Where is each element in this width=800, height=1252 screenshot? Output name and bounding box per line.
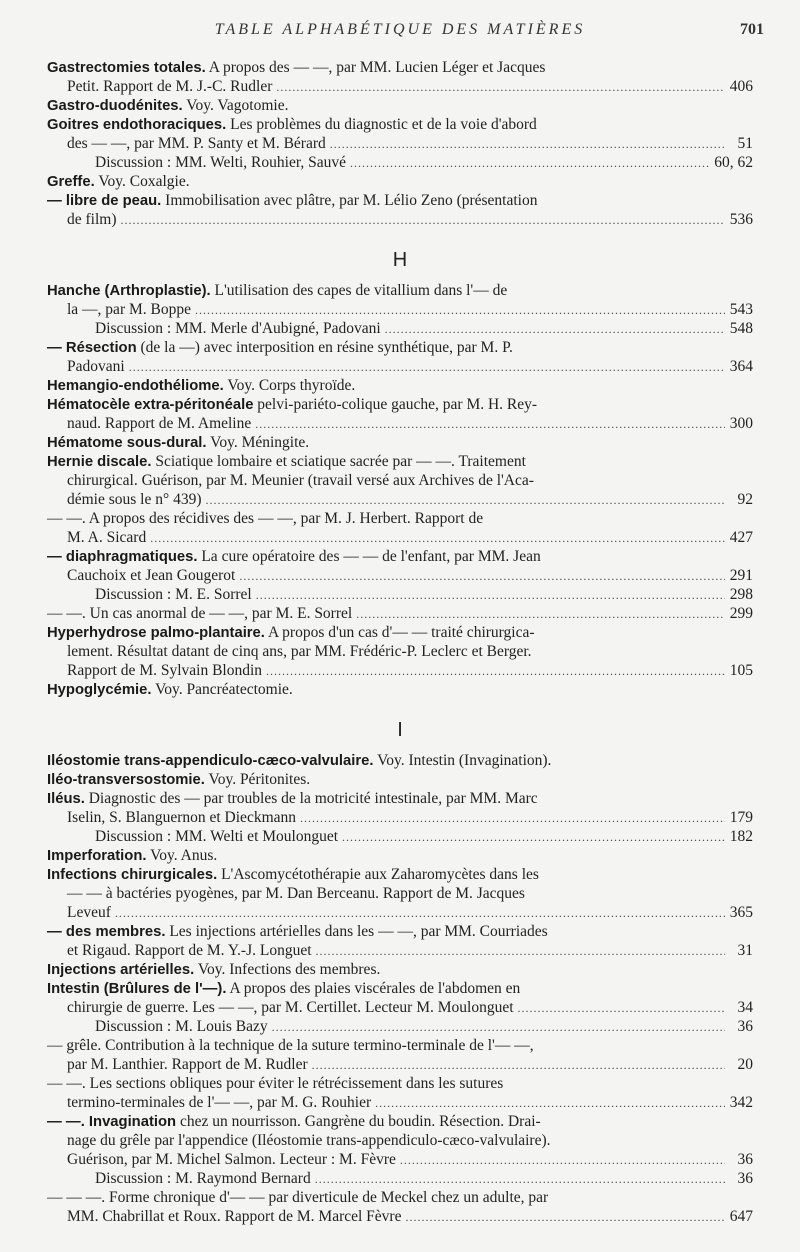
entry-text bbox=[47, 790, 538, 807]
entry-line bbox=[47, 338, 753, 357]
entry-page-ref: 20 bbox=[737, 1056, 753, 1073]
entry-body: Voy. Pancréatectomie. bbox=[155, 681, 293, 698]
entry-line bbox=[47, 153, 753, 172]
entry-body: L'utilisation des capes de vitallium dans l'— de bbox=[214, 282, 508, 299]
entry-heading: Imperforation. bbox=[47, 848, 147, 864]
entry-heading: — diaphragmatiques. bbox=[47, 549, 198, 565]
index-entry bbox=[47, 509, 753, 547]
entry-body: et Rigaud. Rapport de M. Y.-J. Longuet bbox=[67, 942, 312, 959]
entry-body: M. A. Sicard bbox=[67, 529, 147, 546]
entry-line bbox=[47, 58, 753, 77]
entry-line bbox=[47, 471, 753, 490]
dot-leader bbox=[195, 301, 725, 319]
dot-leader bbox=[266, 662, 725, 680]
entry-text bbox=[47, 866, 539, 883]
entry-line bbox=[47, 808, 753, 827]
entry-body: Discussion : M. E. Sorrel bbox=[95, 586, 252, 603]
entry-body: — — —. Forme chronique d'— — par diverticule de Meckel chez un adulte, par bbox=[47, 1189, 549, 1206]
entry-body: Leveuf bbox=[67, 904, 111, 921]
dot-leader bbox=[315, 1170, 725, 1188]
index-entry bbox=[47, 604, 753, 623]
index-entry bbox=[47, 1112, 753, 1188]
dot-leader bbox=[518, 999, 725, 1017]
entry-page-ref: 105 bbox=[729, 662, 753, 679]
entry-text bbox=[95, 827, 338, 846]
entry-line bbox=[47, 452, 753, 471]
dot-leader bbox=[356, 605, 725, 623]
entry-line bbox=[47, 172, 753, 191]
entry-line bbox=[47, 1207, 753, 1226]
entry-body: Sciatique lombaire et sciatique sacrée par — —. Traitement bbox=[155, 453, 526, 470]
entry-text bbox=[67, 210, 117, 229]
entry-text bbox=[47, 1113, 541, 1130]
entry-line bbox=[47, 566, 753, 585]
entry-body: — — à bactéries pyogènes, par M. Dan Berceanu. Rapport de M. Jacques bbox=[67, 885, 525, 902]
entry-line bbox=[47, 642, 753, 661]
entry-body: Discussion : M. Louis Bazy bbox=[95, 1018, 268, 1035]
entry-text bbox=[47, 847, 217, 864]
entry-line bbox=[47, 1112, 753, 1131]
entry-body: pelvi-pariéto-colique gauche, par M. H. Rey- bbox=[257, 396, 538, 413]
entry-text bbox=[67, 566, 235, 585]
entry-heading: Iléus. bbox=[47, 791, 85, 807]
entry-line bbox=[47, 604, 753, 623]
index-entry bbox=[47, 547, 753, 604]
entry-line bbox=[47, 376, 753, 395]
index-entry bbox=[47, 846, 753, 865]
entry-line bbox=[47, 1150, 753, 1169]
entry-heading: Hématocèle extra-péritonéale bbox=[47, 397, 254, 413]
entry-text bbox=[47, 1189, 548, 1206]
entry-line bbox=[47, 96, 753, 115]
entry-body: Guérison, par M. Michel Salmon. Lecteur : M. Fèvre bbox=[67, 1151, 396, 1168]
dot-leader bbox=[239, 567, 725, 585]
entry-page-ref: 342 bbox=[729, 1094, 753, 1111]
entry-heading: — Résection bbox=[47, 340, 137, 356]
index-entry bbox=[47, 115, 753, 172]
entry-line bbox=[47, 1131, 753, 1150]
dot-leader bbox=[375, 1094, 725, 1112]
dot-leader bbox=[129, 358, 725, 376]
index-entry bbox=[47, 922, 753, 960]
dot-leader bbox=[272, 1018, 725, 1036]
entry-page-ref: 291 bbox=[729, 567, 753, 584]
entry-line bbox=[47, 1093, 753, 1112]
entry-body: lement. Résultat datant de cinq ans, par MM. Frédéric-P. Leclerc et Berger. bbox=[67, 643, 532, 660]
entry-body: nage du grêle par l'appendice (Iléostomie trans-appendiculo-cæco-valvulaire). bbox=[67, 1132, 551, 1149]
dot-leader bbox=[276, 78, 725, 96]
running-title: TABLE ALPHABÉTIQUE DES MATIÈRES bbox=[214, 21, 586, 38]
entry-body: (de la —) avec interposition en résine synthétique, par M. P. bbox=[140, 339, 513, 356]
entry-line bbox=[47, 941, 753, 960]
dot-leader bbox=[400, 1151, 725, 1169]
entry-line bbox=[47, 395, 753, 414]
entry-heading: Infections chirurgicales. bbox=[47, 867, 218, 883]
entry-text bbox=[47, 510, 483, 527]
entry-line bbox=[47, 1017, 753, 1036]
entry-line bbox=[47, 547, 753, 566]
entry-body: — —. Les sections obliques pour éviter le rétrécissement dans les sutures bbox=[47, 1075, 504, 1092]
entry-body: Voy. Corps thyroïde. bbox=[227, 377, 356, 394]
entry-line bbox=[47, 998, 753, 1017]
entry-text bbox=[67, 885, 525, 902]
entry-text bbox=[67, 357, 125, 376]
entry-text bbox=[47, 961, 380, 978]
entry-body: naud. Rapport de M. Ameline bbox=[67, 415, 252, 432]
entry-text bbox=[67, 903, 111, 922]
entry-body: L'Ascomycétothérapie aux Zaharomycètes dans les bbox=[221, 866, 539, 883]
entry-page-ref: 298 bbox=[729, 586, 753, 603]
entry-text bbox=[67, 414, 251, 433]
entry-heading: Iléo-transversostomie. bbox=[47, 772, 205, 788]
entry-line bbox=[47, 903, 753, 922]
entry-body: Immobilisation avec plâtre, par M. Lélio Zeno (présentation bbox=[165, 192, 538, 209]
entry-heading: Injections artérielles. bbox=[47, 962, 195, 978]
section-letter: I bbox=[397, 719, 403, 741]
dot-leader bbox=[150, 529, 725, 547]
entry-heading: — —. Invagination bbox=[47, 1114, 177, 1130]
index-entry bbox=[47, 96, 753, 115]
entry-body: démie sous le n° 439) bbox=[67, 491, 202, 508]
entry-text bbox=[67, 490, 201, 509]
entry-text bbox=[47, 624, 535, 641]
entry-page-ref: 299 bbox=[729, 605, 753, 622]
entry-body: Discussion : MM. Welti, Rouhier, Sauvé bbox=[95, 154, 347, 171]
entry-heading: Hyperhydrose palmo-plantaire. bbox=[47, 625, 265, 641]
dot-leader bbox=[300, 809, 725, 827]
entry-text bbox=[67, 941, 312, 960]
entry-text bbox=[47, 681, 293, 698]
entry-text bbox=[47, 396, 537, 413]
entry-heading: Iléostomie trans-appendiculo-cæco-valvulaire. bbox=[47, 753, 374, 769]
entry-line bbox=[47, 490, 753, 509]
dot-leader bbox=[342, 828, 725, 846]
entry-text bbox=[67, 1150, 396, 1169]
index-entry bbox=[47, 770, 753, 789]
entry-text bbox=[67, 1093, 371, 1112]
entry-page-ref: 34 bbox=[737, 999, 753, 1016]
entry-line bbox=[47, 300, 753, 319]
index-entry bbox=[47, 191, 753, 229]
entry-body: Rapport de M. Sylvain Blondin bbox=[67, 662, 263, 679]
entry-page-ref: 543 bbox=[729, 301, 753, 318]
entry-body: Discussion : M. Raymond Bernard bbox=[95, 1170, 311, 1187]
entry-text bbox=[47, 116, 537, 133]
entry-body: MM. Chabrillat et Roux. Rapport de M. Marcel Fèvre bbox=[67, 1208, 402, 1225]
entry-line bbox=[47, 751, 753, 770]
entry-page-ref: 300 bbox=[729, 415, 753, 432]
entry-body: A propos des — —, par MM. Lucien Léger et Jacques bbox=[208, 59, 546, 76]
entry-page-ref: 36 bbox=[737, 1170, 753, 1187]
entry-text bbox=[47, 752, 551, 769]
section-letter: H bbox=[392, 249, 408, 271]
entry-body: Discussion : MM. Merle d'Aubigné, Padovani bbox=[95, 320, 381, 337]
entry-body: Cauchoix et Jean Gougerot bbox=[67, 567, 236, 584]
entry-text bbox=[67, 643, 532, 660]
entry-line bbox=[47, 770, 753, 789]
entry-heading: Hemangio-endothéliome. bbox=[47, 378, 224, 394]
entry-line bbox=[47, 979, 753, 998]
entry-line bbox=[47, 319, 753, 338]
entry-heading: — libre de peau. bbox=[47, 193, 162, 209]
entry-body: Padovani bbox=[67, 358, 125, 375]
entry-page-ref: 536 bbox=[729, 211, 753, 228]
entry-line bbox=[47, 414, 753, 433]
entry-body: Voy. Infections des membres. bbox=[197, 961, 381, 978]
entry-line bbox=[47, 281, 753, 300]
entry-body: A propos des plaies viscérales de l'abdomen en bbox=[229, 980, 521, 997]
dot-leader bbox=[405, 1208, 725, 1226]
dot-leader bbox=[350, 154, 710, 172]
entry-body: Voy. Coxalgie. bbox=[98, 173, 190, 190]
entry-text bbox=[67, 77, 272, 96]
entry-line bbox=[47, 827, 753, 846]
index-entry bbox=[47, 865, 753, 922]
page-number: 701 bbox=[740, 21, 764, 38]
entry-line bbox=[47, 433, 753, 452]
entry-body: — grêle. Contribution à la technique de la suture termino-terminale de l'— —, bbox=[47, 1037, 534, 1054]
index-entry bbox=[47, 623, 753, 680]
entry-text bbox=[95, 1017, 268, 1036]
entry-page-ref: 365 bbox=[729, 904, 753, 921]
entry-line bbox=[47, 1188, 753, 1207]
index-entry bbox=[47, 751, 753, 770]
entry-text bbox=[47, 1075, 503, 1092]
entry-text bbox=[47, 548, 541, 565]
entry-text bbox=[47, 97, 288, 114]
entry-heading: Gastro-duodénites. bbox=[47, 98, 183, 114]
entry-line bbox=[47, 77, 753, 96]
entry-text bbox=[67, 1055, 308, 1074]
entry-text bbox=[67, 528, 146, 547]
index-entry bbox=[47, 789, 753, 846]
entry-line bbox=[47, 210, 753, 229]
entry-text bbox=[47, 604, 352, 623]
entry-body: chez un nourrisson. Gangrène du boudin. Résection. Drai- bbox=[179, 1113, 541, 1130]
entry-text bbox=[47, 339, 513, 356]
index-entry bbox=[47, 1188, 753, 1226]
index-entry bbox=[47, 395, 753, 433]
entry-body: Iselin, S. Blanguernon et Dieckmann bbox=[67, 809, 297, 826]
entry-line bbox=[47, 191, 753, 210]
entry-body: Les injections artérielles dans les — —, par MM. Courriades bbox=[169, 923, 548, 940]
entry-heading: Hernie discale. bbox=[47, 454, 152, 470]
index-entry bbox=[47, 680, 753, 699]
entry-line bbox=[47, 1169, 753, 1188]
index-entry bbox=[47, 433, 753, 452]
entry-heading: Intestin (Brûlures de l'—). bbox=[47, 981, 227, 997]
entry-line bbox=[47, 960, 753, 979]
entry-body: La cure opératoire des — — de l'enfant, par MM. Jean bbox=[201, 548, 541, 565]
index-entry bbox=[47, 452, 753, 509]
entry-text bbox=[67, 300, 191, 319]
entry-body: — —. A propos des récidives des — —, par M. J. Herbert. Rapport de bbox=[47, 510, 484, 527]
entry-body: — —. Un cas anormal de — —, par M. E. Sorrel bbox=[47, 605, 353, 622]
entry-text bbox=[47, 1037, 534, 1054]
entry-line bbox=[47, 1036, 753, 1055]
entry-text bbox=[47, 377, 355, 394]
entry-line bbox=[47, 884, 753, 903]
entry-text bbox=[67, 808, 296, 827]
entry-text bbox=[67, 661, 262, 680]
index-entry bbox=[47, 281, 753, 338]
entry-line bbox=[47, 134, 753, 153]
entry-body: chirurgie de guerre. Les — —, par M. Certillet. Lecteur M. Moulonguet bbox=[67, 999, 514, 1016]
entry-text bbox=[47, 173, 190, 190]
entry-body: Voy. Méningite. bbox=[210, 434, 310, 451]
entry-page-ref: 364 bbox=[729, 358, 753, 375]
entry-heading: Greffe. bbox=[47, 174, 95, 190]
entry-text bbox=[67, 1207, 401, 1226]
entry-page-ref: 182 bbox=[729, 828, 753, 845]
entry-body: de film) bbox=[67, 211, 117, 228]
entry-body: Voy. Intestin (Invagination). bbox=[377, 752, 552, 769]
entry-page-ref: 647 bbox=[729, 1208, 753, 1225]
entry-heading: Gastrectomies totales. bbox=[47, 60, 206, 76]
entry-heading: Hypoglycémie. bbox=[47, 682, 152, 698]
index-entry bbox=[47, 1074, 753, 1112]
entry-text bbox=[67, 134, 326, 153]
entry-text bbox=[95, 1169, 311, 1188]
entry-heading: — des membres. bbox=[47, 924, 166, 940]
dot-leader bbox=[316, 942, 725, 960]
entry-text bbox=[47, 453, 526, 470]
entry-body: Voy. Péritonites. bbox=[208, 771, 311, 788]
entry-line bbox=[47, 115, 753, 134]
entry-line bbox=[47, 528, 753, 547]
entry-text bbox=[47, 282, 507, 299]
index-entry bbox=[47, 979, 753, 1036]
entry-body: Discussion : MM. Welti et Moulonguet bbox=[95, 828, 339, 845]
entry-line bbox=[47, 1055, 753, 1074]
entry-page-ref: 92 bbox=[737, 491, 753, 508]
index-entry bbox=[47, 338, 753, 376]
entry-page-ref: 31 bbox=[737, 942, 753, 959]
entry-page-ref: 60, 62 bbox=[714, 154, 753, 171]
entry-body: termino-terminales de l'— —, par M. G. Rouhier bbox=[67, 1094, 372, 1111]
entry-line bbox=[47, 865, 753, 884]
entry-body: Les problèmes du diagnostic et de la voie d'abord bbox=[230, 116, 537, 133]
entry-line bbox=[47, 680, 753, 699]
index-entry bbox=[47, 376, 753, 395]
entry-page-ref: 51 bbox=[737, 135, 753, 152]
entry-page-ref: 36 bbox=[737, 1151, 753, 1168]
entry-body: Petit. Rapport de M. J.-C. Rudler bbox=[67, 78, 273, 95]
entry-body: des — —, par MM. P. Santy et M. Bérard bbox=[67, 135, 326, 152]
entry-body: Voy. Vagotomie. bbox=[186, 97, 289, 114]
entry-heading: Hématome sous-dural. bbox=[47, 435, 207, 451]
entry-line bbox=[47, 1074, 753, 1093]
entry-text bbox=[47, 980, 520, 997]
entry-page-ref: 179 bbox=[729, 809, 753, 826]
index-entry bbox=[47, 58, 753, 96]
entry-heading: Goitres endothoraciques. bbox=[47, 117, 227, 133]
entry-text bbox=[47, 434, 309, 451]
entry-body: la —, par M. Boppe bbox=[67, 301, 191, 318]
entry-body: Voy. Anus. bbox=[150, 847, 218, 864]
dot-leader bbox=[385, 320, 725, 338]
entry-line bbox=[47, 623, 753, 642]
index-content bbox=[47, 58, 753, 1226]
entry-text bbox=[95, 153, 346, 172]
index-entry bbox=[47, 960, 753, 979]
dot-leader bbox=[312, 1056, 725, 1074]
entry-text bbox=[47, 192, 537, 209]
entry-line bbox=[47, 357, 753, 376]
entry-body: A propos d'un cas d'— — traité chirurgica- bbox=[267, 624, 535, 641]
dot-leader bbox=[256, 586, 725, 604]
entry-text bbox=[95, 585, 252, 604]
running-header bbox=[0, 20, 800, 42]
index-entry bbox=[47, 172, 753, 191]
entry-line bbox=[47, 789, 753, 808]
entry-page-ref: 548 bbox=[729, 320, 753, 337]
dot-leader bbox=[115, 904, 725, 922]
entry-body: Diagnostic des — par troubles de la motricité intestinale, par MM. Marc bbox=[88, 790, 538, 807]
entry-body: chirurgical. Guérison, par M. Meunier (travail versé aux Archives de l'Aca- bbox=[67, 472, 534, 489]
entry-text bbox=[47, 59, 545, 76]
entry-page-ref: 36 bbox=[737, 1018, 753, 1035]
entry-body: par M. Lanthier. Rapport de M. Rudler bbox=[67, 1056, 308, 1073]
entry-line bbox=[47, 661, 753, 680]
entry-line bbox=[47, 846, 753, 865]
entry-text bbox=[67, 1132, 551, 1149]
entry-page-ref: 427 bbox=[729, 529, 753, 546]
entry-page-ref: 406 bbox=[729, 78, 753, 95]
dot-leader bbox=[121, 211, 726, 229]
entry-line bbox=[47, 585, 753, 604]
entry-line bbox=[47, 922, 753, 941]
dot-leader bbox=[205, 491, 725, 509]
entry-text bbox=[67, 998, 514, 1017]
entry-text bbox=[47, 771, 310, 788]
entry-text bbox=[47, 923, 548, 940]
entry-text bbox=[95, 319, 381, 338]
entry-heading: Hanche (Arthroplastie). bbox=[47, 283, 211, 299]
index-entry bbox=[47, 1036, 753, 1074]
entry-line bbox=[47, 509, 753, 528]
entry-text bbox=[67, 472, 534, 489]
dot-leader bbox=[255, 415, 725, 433]
dot-leader bbox=[330, 135, 725, 153]
